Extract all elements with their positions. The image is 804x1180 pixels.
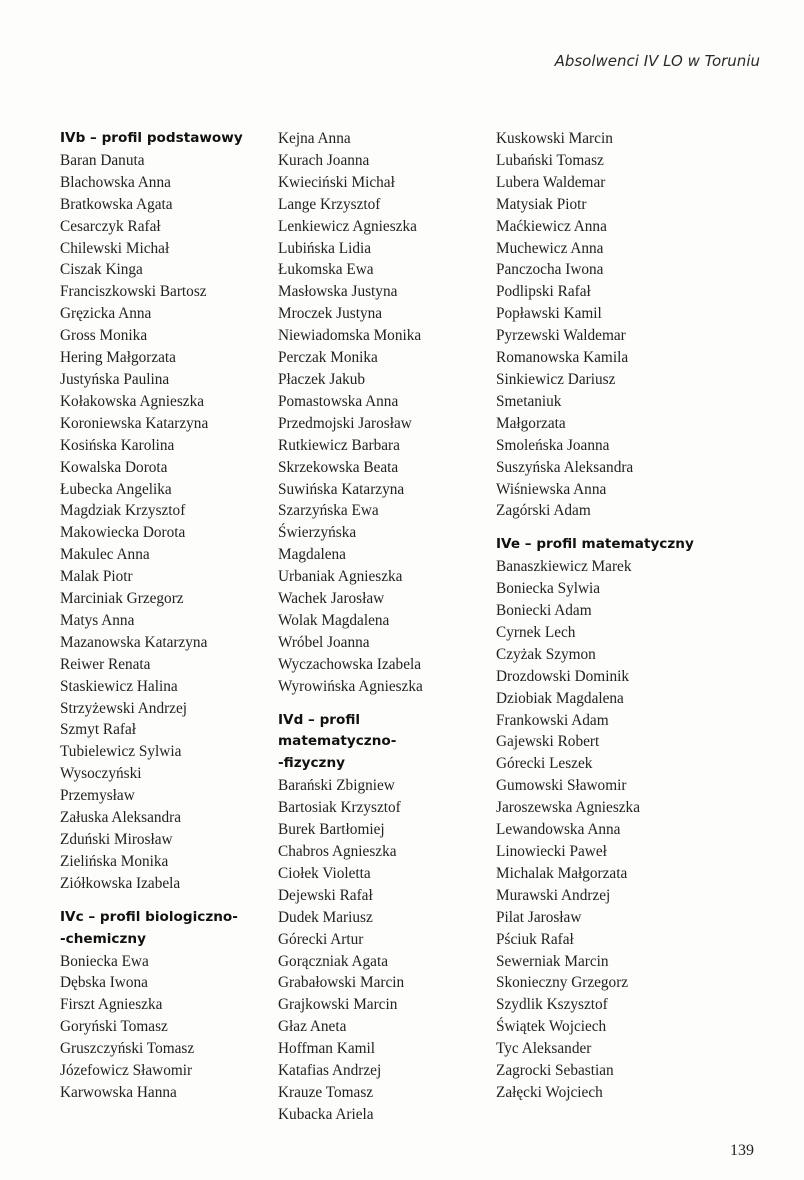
list-item: Tyc Aleksander: [496, 1040, 592, 1058]
list-item: Czyżak Szymon: [496, 645, 596, 663]
list-item: Zagrocki Sebastian: [496, 1062, 614, 1080]
list-item: Drozdowski Dominik: [496, 667, 629, 685]
list-item: Wysoczyński Przemysław: [60, 765, 142, 805]
section-title: IVd – profil matematyczno- -fizyczny: [278, 711, 397, 772]
list-item: Szarzyńska Ewa: [278, 502, 379, 520]
list-item: Smetaniuk Małgorzata: [496, 392, 566, 432]
class-section: [60, 128, 260, 895]
list-item: Franciszkowski Bartosz: [60, 283, 207, 301]
list-item: Barański Zbigniew: [278, 777, 395, 795]
list-item: Łubecka Angelika: [60, 480, 172, 498]
list-item: Boniecka Ewa: [60, 952, 149, 970]
list-item: Wyczachowska Izabela: [278, 655, 422, 673]
list-item: Michalak Małgorzata: [496, 864, 628, 882]
list-item: Gumowski Sławomir: [496, 777, 627, 795]
list-item: Bartosiak Krzysztof: [278, 799, 401, 817]
section-title: IVb – profil podstawowy: [60, 130, 243, 146]
list-item: Staskiewicz Halina: [60, 677, 178, 695]
list-item: Górecki Artur: [278, 930, 364, 948]
list-item: Suszyńska Aleksandra: [496, 458, 634, 476]
list-item: Cyrnek Lech: [496, 623, 576, 641]
list-item: Pomastowska Anna: [278, 392, 399, 410]
list-item: Grabałowski Marcin: [278, 974, 405, 992]
list-item: Pściuk Rafał: [496, 930, 574, 948]
class-section: [496, 128, 706, 522]
list-item: Gajewski Robert: [496, 733, 600, 751]
list-item: Strzyżewski Andrzej: [60, 699, 188, 717]
list-item: Boniecki Adam: [496, 602, 592, 620]
list-item: Lubińska Lidia: [278, 239, 372, 257]
list-item: Masłowska Justyna: [278, 283, 398, 301]
list-item: Gręzicka Anna: [60, 305, 152, 323]
list-item: Dudek Mariusz: [278, 908, 373, 926]
list-item: Baran Danuta: [60, 151, 145, 169]
list-item: Dziobiak Magdalena: [496, 689, 624, 707]
list-item: Kejna Anna: [278, 130, 351, 147]
list-item: Zagórski Adam: [496, 502, 591, 520]
list-item: Matysiak Piotr: [496, 195, 587, 213]
list-item: Świątek Wojciech: [496, 1018, 607, 1036]
list-item: Justyńska Paulina: [60, 370, 170, 388]
list-item: Matys Anna: [60, 611, 135, 629]
list-item: Krauze Tomasz: [278, 1083, 374, 1101]
list-item: Panczocha Iwona: [496, 261, 604, 279]
list-item: Łukomska Ewa: [278, 261, 374, 279]
list-item: Górecki Leszek: [496, 755, 593, 773]
list-item: Koroniewska Katarzyna: [60, 414, 209, 432]
list-item: Mroczek Justyna: [278, 305, 383, 323]
list-item: Wachek Jarosław: [278, 590, 385, 608]
name-list: [60, 951, 260, 1104]
list-item: Zielińska Monika: [60, 852, 169, 870]
section-title: IVc – profil biologiczno- -chemiczny: [60, 908, 238, 947]
list-item: Podlipski Rafał: [496, 283, 591, 301]
list-item: Sewerniak Marcin: [496, 952, 609, 970]
name-list: [60, 150, 260, 895]
list-item: Malak Piotr: [60, 568, 133, 586]
list-item: Kuskowski Marcin: [496, 130, 613, 147]
list-item: Chabros Agnieszka: [278, 843, 397, 860]
page-number: 139: [730, 1142, 754, 1159]
list-item: Marciniak Grzegorz: [60, 590, 184, 608]
list-item: Lenkiewicz Agnieszka: [278, 217, 417, 235]
list-item: Goryński Tomasz: [60, 1018, 168, 1036]
list-item: Gruszczyński Tomasz: [60, 1040, 195, 1058]
list-item: Skonieczny Grzegorz: [496, 974, 629, 992]
list-item: Dejewski Rafał: [278, 886, 373, 904]
list-item: Wróbel Joanna: [278, 633, 370, 651]
class-section: [496, 534, 706, 1104]
list-item: Mazanowska Katarzyna: [60, 633, 208, 651]
list-item: Kołakowska Agnieszka: [60, 392, 205, 410]
list-item: Maćkiewicz Anna: [496, 217, 607, 235]
list-item: Grajkowski Marcin: [278, 996, 398, 1014]
list-item: Pyrzewski Waldemar: [496, 327, 626, 345]
list-item: Burek Bartłomiej: [278, 821, 385, 839]
list-item: Romanowska Kamila: [496, 349, 629, 367]
column-2: [278, 128, 478, 1126]
list-item: Świerzyńska Magdalena: [278, 524, 357, 564]
list-item: Ciszak Kinga: [60, 261, 143, 279]
section-title: IVe – profil matematyczny: [496, 536, 694, 553]
list-item: Gorączniak Agata: [278, 952, 388, 970]
column-3: [496, 128, 706, 1104]
list-item: Lubański Tomasz: [496, 151, 604, 169]
list-item: Józefowicz Sławomir: [60, 1062, 193, 1080]
list-item: Ziółkowska Izabela: [60, 874, 181, 892]
list-item: Magdziak Krzysztof: [60, 502, 186, 520]
name-list: [278, 775, 478, 1126]
list-item: Chilewski Michał: [60, 239, 170, 257]
list-item: Popławski Kamil: [496, 305, 602, 323]
list-item: Dębska Iwona: [60, 974, 148, 992]
list-item: Makulec Anna: [60, 546, 150, 564]
list-item: Perczak Monika: [278, 349, 378, 367]
list-item: Wiśniewska Anna: [496, 480, 607, 498]
name-list: [496, 556, 706, 1104]
list-item: Wyrowińska Agnieszka: [278, 677, 423, 695]
list-item: Lubera Waldemar: [496, 173, 606, 191]
list-item: Skrzekowska Beata: [278, 458, 399, 476]
list-item: Rutkiewicz Barbara: [278, 436, 400, 454]
list-item: Reiwer Renata: [60, 655, 151, 673]
list-item: Katafias Andrzej: [278, 1062, 382, 1080]
list-item: Hoffman Kamil: [278, 1040, 376, 1058]
list-item: Szydlik Kszysztof: [496, 996, 608, 1014]
list-item: Hering Małgorzata: [60, 349, 176, 367]
list-item: Blachowska Anna: [60, 173, 171, 191]
list-item: Firszt Agnieszka: [60, 996, 163, 1014]
list-item: Wolak Magdalena: [278, 611, 390, 629]
list-item: Jaroszewska Agnieszka: [496, 799, 640, 817]
list-item: Kubacka Ariela: [278, 1105, 374, 1123]
class-section: [278, 710, 478, 1126]
class-section: [278, 128, 478, 698]
list-item: Kowalska Dorota: [60, 458, 168, 476]
list-item: Kwieciński Michał: [278, 173, 395, 191]
list-item: Zduński Mirosław: [60, 831, 173, 848]
list-item: Przedmojski Jarosław: [278, 414, 412, 432]
list-item: Linowiecki Paweł: [496, 843, 607, 860]
list-item: Karwowska Hanna: [60, 1083, 177, 1101]
class-section: [60, 907, 260, 1104]
list-item: Szmyt Rafał: [60, 721, 137, 739]
name-list: [278, 128, 478, 698]
list-item: Boniecka Sylwia: [496, 580, 601, 598]
list-item: Cesarczyk Rafał: [60, 217, 161, 235]
list-item: Suwińska Katarzyna: [278, 480, 405, 498]
list-item: Bratkowska Agata: [60, 195, 173, 213]
list-item: Smoleńska Joanna: [496, 436, 610, 454]
list-item: Gross Monika: [60, 327, 148, 345]
list-item: Murawski Andrzej: [496, 886, 611, 904]
list-item: Tubielewicz Sylwia: [60, 743, 182, 761]
list-item: Płaczek Jakub: [278, 370, 366, 388]
list-item: Głaz Aneta: [278, 1018, 347, 1036]
list-item: Lewandowska Anna: [496, 821, 621, 839]
list-item: Ciołek Violetta: [278, 864, 371, 882]
list-item: Kosińska Karolina: [60, 436, 175, 454]
list-item: Lange Krzysztof: [278, 195, 381, 213]
column-1: [60, 128, 260, 1104]
list-item: Niewiadomska Monika: [278, 327, 422, 345]
list-item: Kurach Joanna: [278, 151, 370, 169]
list-item: Muchewicz Anna: [496, 239, 604, 257]
list-item: Makowiecka Dorota: [60, 524, 186, 542]
list-item: Frankowski Adam: [496, 711, 609, 729]
list-item: Sinkiewicz Dariusz: [496, 370, 616, 388]
list-item: Załuska Aleksandra: [60, 809, 182, 827]
list-item: Banaszkiewicz Marek: [496, 558, 632, 576]
list-item: Urbaniak Agnieszka: [278, 568, 403, 586]
name-list: [496, 128, 706, 522]
list-item: Załęcki Wojciech: [496, 1083, 603, 1101]
running-header: Absolwenci IV LO w Toruniu: [554, 52, 760, 70]
list-item: Pilat Jarosław: [496, 908, 582, 926]
